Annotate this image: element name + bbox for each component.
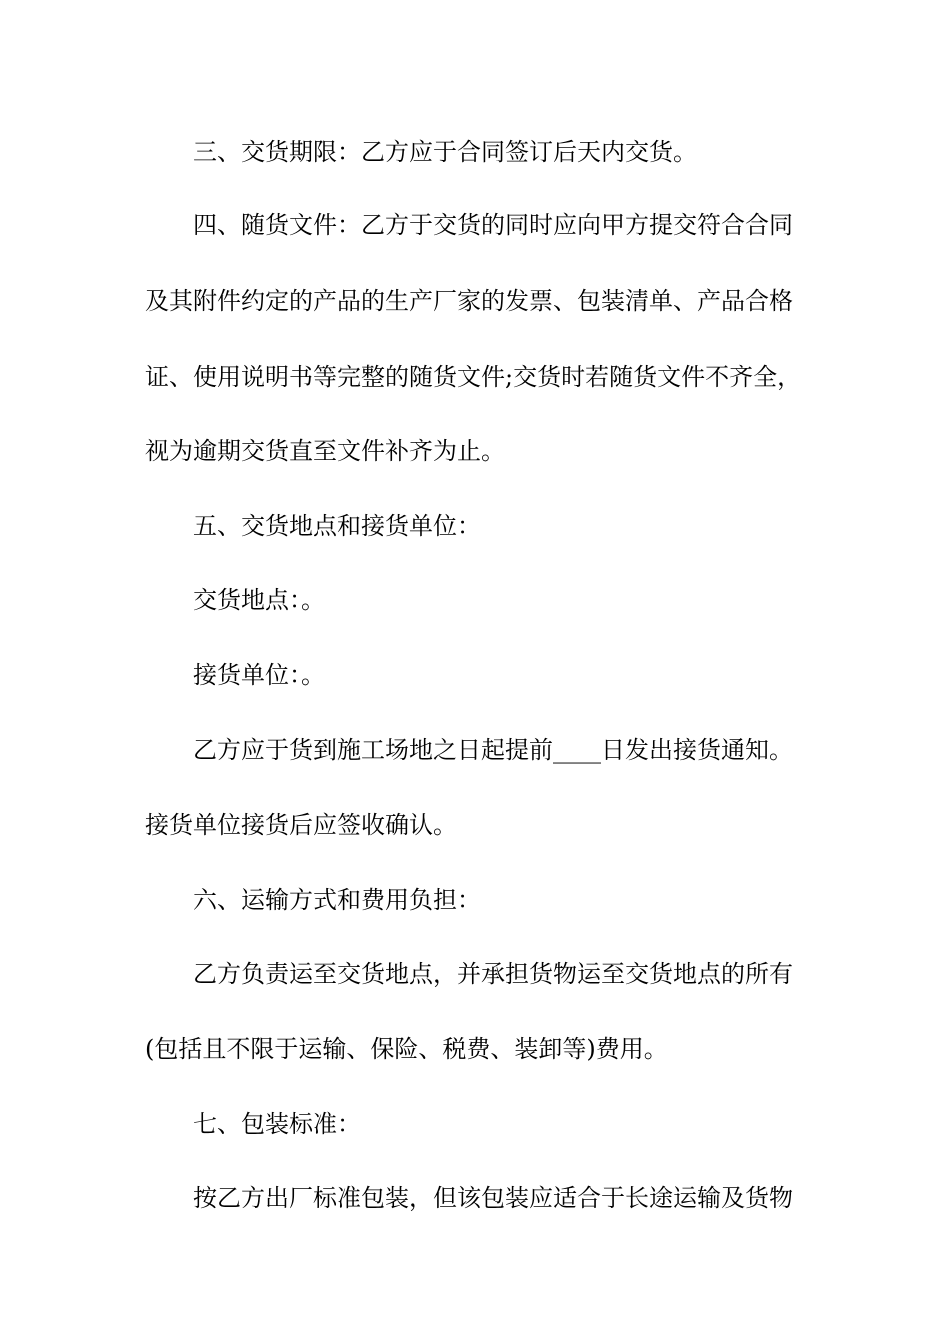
clause-4-documents-line-1: 四、随货文件：乙方于交货的同时应向甲方提交符合合同 — [193, 211, 793, 239]
clause-3-delivery-period: 三、交货期限：乙方应于合同签订后天内交货。 — [193, 138, 697, 166]
clause-4-documents-line-3: 证、使用说明书等完整的随货文件;交货时若随货文件不齐全， — [145, 363, 802, 391]
notice-paragraph-line-1: 乙方应于货到施工场地之日起提前____日发出接货通知。 — [193, 736, 793, 764]
clause-6-body-line-2: (包括且不限于运输、保险、税费、装卸等)费用。 — [145, 1035, 668, 1063]
clause-4-documents-line-4: 视为逾期交货直至文件补齐为止。 — [145, 437, 505, 465]
receiving-unit: 接货单位：。 — [193, 661, 325, 689]
clause-7-body-line-1: 按乙方出厂标准包装，但该包装应适合于长途运输及货物 — [193, 1184, 793, 1212]
clause-5-heading: 五、交货地点和接货单位： — [193, 512, 481, 540]
clause-6-body-line-1: 乙方负责运至交货地点，并承担货物运至交货地点的所有 — [193, 960, 793, 988]
clause-7-heading: 七、包装标准： — [193, 1110, 361, 1138]
delivery-location: 交货地点：。 — [193, 586, 325, 614]
clause-6-heading: 六、运输方式和费用负担： — [193, 886, 481, 914]
notice-paragraph-line-2: 接货单位接货后应签收确认。 — [145, 811, 457, 839]
clause-4-documents-line-2: 及其附件约定的产品的生产厂家的发票、包装清单、产品合格 — [145, 287, 793, 315]
